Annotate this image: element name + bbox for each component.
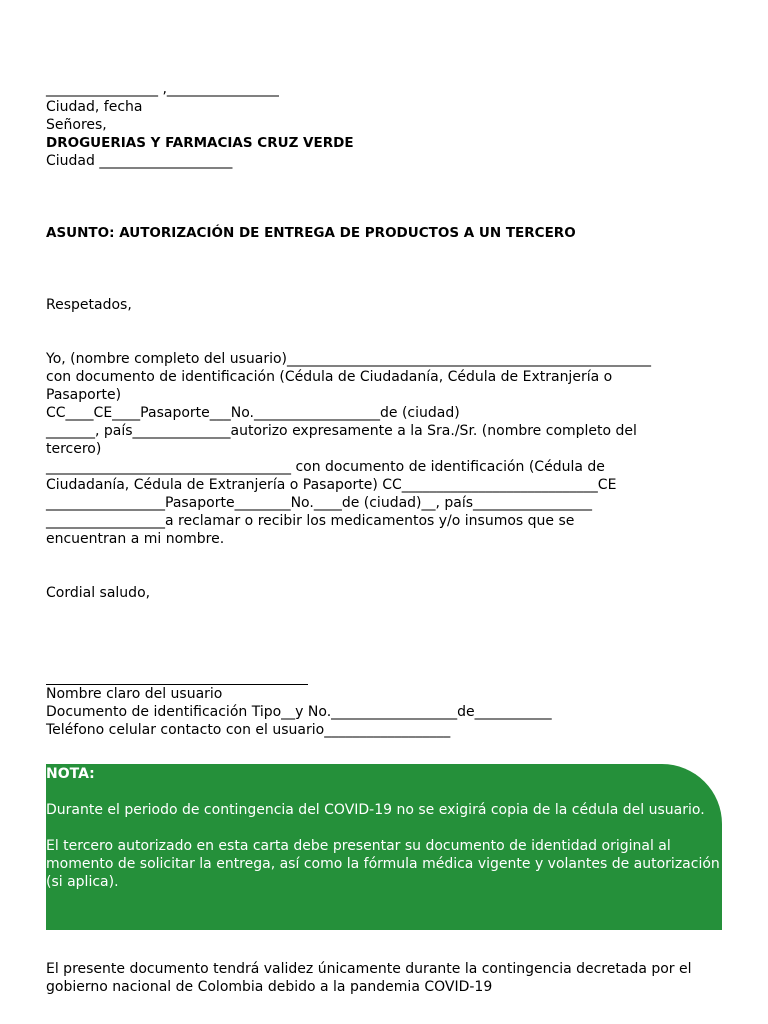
body-line: encuentran a mi nombre.: [46, 531, 225, 547]
body-line: Ciudadanía, Cédula de Extranjería o Pasaporte) CC____________________________CE: [46, 477, 617, 493]
company-name: DROGUERIAS Y FARMACIAS CRUZ VERDE: [46, 135, 354, 151]
body-line: con documento de identificación (Cédula de Ciudadanía, Cédula de Extranjería o: [46, 369, 613, 385]
validity-footer: El presente documento tendrá validez únicamente durante la contingencia decretada por el gobierno nacional de Colombia debido a la pandemia COVID-19: [46, 961, 692, 995]
city-date-label: Ciudad, fecha: [46, 99, 143, 115]
salutation: Señores,: [46, 117, 107, 133]
subject-line: ASUNTO: AUTORIZACIÓN DE ENTREGA DE PRODUCTOS A UN TERCERO: [46, 225, 576, 241]
body-line: Yo, (nombre completo del usuario)____________________________________________________: [46, 351, 652, 367]
body-line: _________________Pasaporte________No.____de (ciudad)__, país_________________: [46, 495, 593, 511]
signature-line: [46, 666, 308, 685]
letter-body: [46, 80, 726, 739]
city-line: Ciudad ___________________: [46, 153, 233, 169]
note-paragraph-2: El tercero autorizado en esta carta debe presentar su documento de identidad original al momento de solicitar la entrega, así como la fórmula médica vigente y volantes de autorización (si aplica).: [46, 838, 720, 890]
body-line: Pasaporte): [46, 387, 122, 403]
body-line: CC____CE____Pasaporte___No.__________________de (ciudad): [46, 405, 460, 421]
body-line: tercero): [46, 441, 102, 457]
city-date-blank-line: ________________ ,________________: [46, 81, 279, 97]
body-line: _________________a reclamar o recibir los medicamentos y/o insumos que se: [46, 513, 575, 529]
closing: Cordial saludo,: [46, 585, 151, 601]
signature-id-line: Documento de identificación Tipo__y No.__________________de___________: [46, 704, 552, 720]
signature-phone-line: Teléfono celular contacto con el usuario__________________: [46, 722, 451, 738]
note-box: [46, 764, 722, 930]
body-line: ___________________________________ con documento de identificación (Cédula de: [46, 459, 605, 475]
body-line: _______, país______________autorizo expresamente a la Sra./Sr. (nombre completo del: [46, 423, 637, 439]
authorization-paragraph: [46, 350, 726, 548]
note-title: NOTA:: [46, 766, 95, 782]
signature-name-label: Nombre claro del usuario: [46, 686, 223, 702]
note-paragraph-1: Durante el periodo de contingencia del COVID-19 no se exigirá copia de la cédula del usuario.: [46, 802, 705, 818]
greeting: Respetados,: [46, 297, 132, 313]
